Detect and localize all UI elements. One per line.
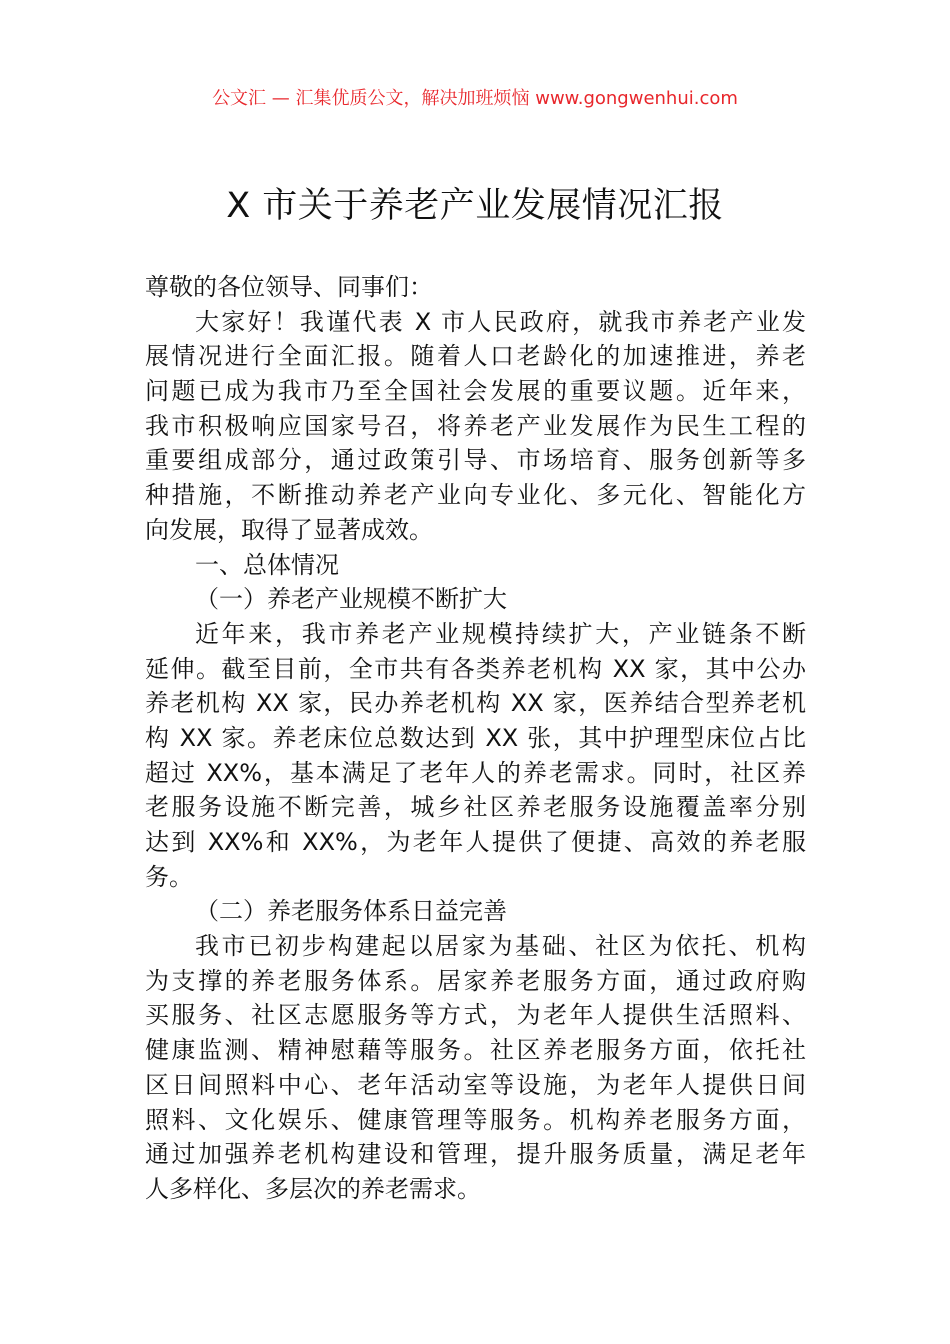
paragraph-line: 区日间照料中心、老年活动室等设施，为老年人提供日间	[145, 1070, 806, 1099]
section-heading: （二）养老服务体系日益完善	[195, 897, 507, 926]
salutation: 尊敬的各位领导、同事们：	[145, 273, 433, 301]
paragraph-line: 通过加强养老机构建设和管理，提升服务质量，满足老年	[145, 1140, 806, 1169]
paragraph-line: 为支撑的养老服务体系。居家养老服务方面，通过政府购	[145, 966, 806, 995]
paragraph-line: 健康监测、精神慰藉等服务。社区养老服务方面，依托社	[145, 1036, 806, 1065]
paragraph-line: 达到 XX%和 XX%，为老年人提供了便捷、高效的养老服	[145, 828, 806, 856]
paragraph-line: 务。	[145, 862, 193, 891]
paragraph-line: 问题已成为我市乃至全国社会发展的重要议题。近年来，	[145, 377, 806, 406]
paragraph-line: 照料、文化娱乐、健康管理等服务。机构养老服务方面，	[145, 1105, 806, 1134]
document-title: X 市关于养老产业发展情况汇报	[226, 186, 724, 226]
paragraph-line: 老服务设施不断完善，城乡社区养老服务设施覆盖率分别	[145, 793, 806, 822]
paragraph-line: 构 XX 家。养老床位总数达到 XX 张，其中护理型床位占比	[145, 723, 806, 752]
section-heading: 一、总体情况	[195, 550, 339, 579]
paragraph-line: 养老机构 XX 家，民办养老机构 XX 家，医养结合型养老机	[145, 689, 806, 718]
paragraph-line: 超过 XX%，基本满足了老年人的养老需求。同时，社区养	[145, 758, 806, 787]
paragraph-line: 买服务、社区志愿服务等方式，为老年人提供生活照料、	[145, 1001, 806, 1030]
paragraph-line: 延伸。截至目前，全市共有各类养老机构 XX 家，其中公办	[145, 654, 806, 683]
paragraph-line: 我市积极响应国家号召，将养老产业发展作为民生工程的	[145, 411, 806, 440]
paragraph-line: 大家好！我谨代表 X 市人民政府，就我市养老产业发	[195, 307, 806, 336]
paragraph-line: 展情况进行全面汇报。随着人口老龄化的加速推进，养老	[145, 342, 806, 371]
paragraph-line: 重要组成部分，通过政策引导、市场培育、服务创新等多	[145, 446, 806, 475]
paragraph-line: 人多样化、多层次的养老需求。	[145, 1174, 481, 1203]
paragraph-line: 种措施，不断推动养老产业向专业化、多元化、智能化方	[145, 481, 806, 510]
document-body	[145, 270, 806, 1207]
section-heading: （一）养老产业规模不断扩大	[195, 585, 507, 614]
watermark-header: 公文汇 — 汇集优质公文，解决加班烦恼 www.gongwenhui.com	[212, 88, 738, 109]
paragraph-line: 近年来，我市养老产业规模持续扩大，产业链条不断	[195, 619, 806, 648]
paragraph-line: 向发展，取得了显著成效。	[145, 515, 433, 544]
paragraph-line: 我市已初步构建起以居家为基础、社区为依托、机构	[195, 932, 806, 961]
